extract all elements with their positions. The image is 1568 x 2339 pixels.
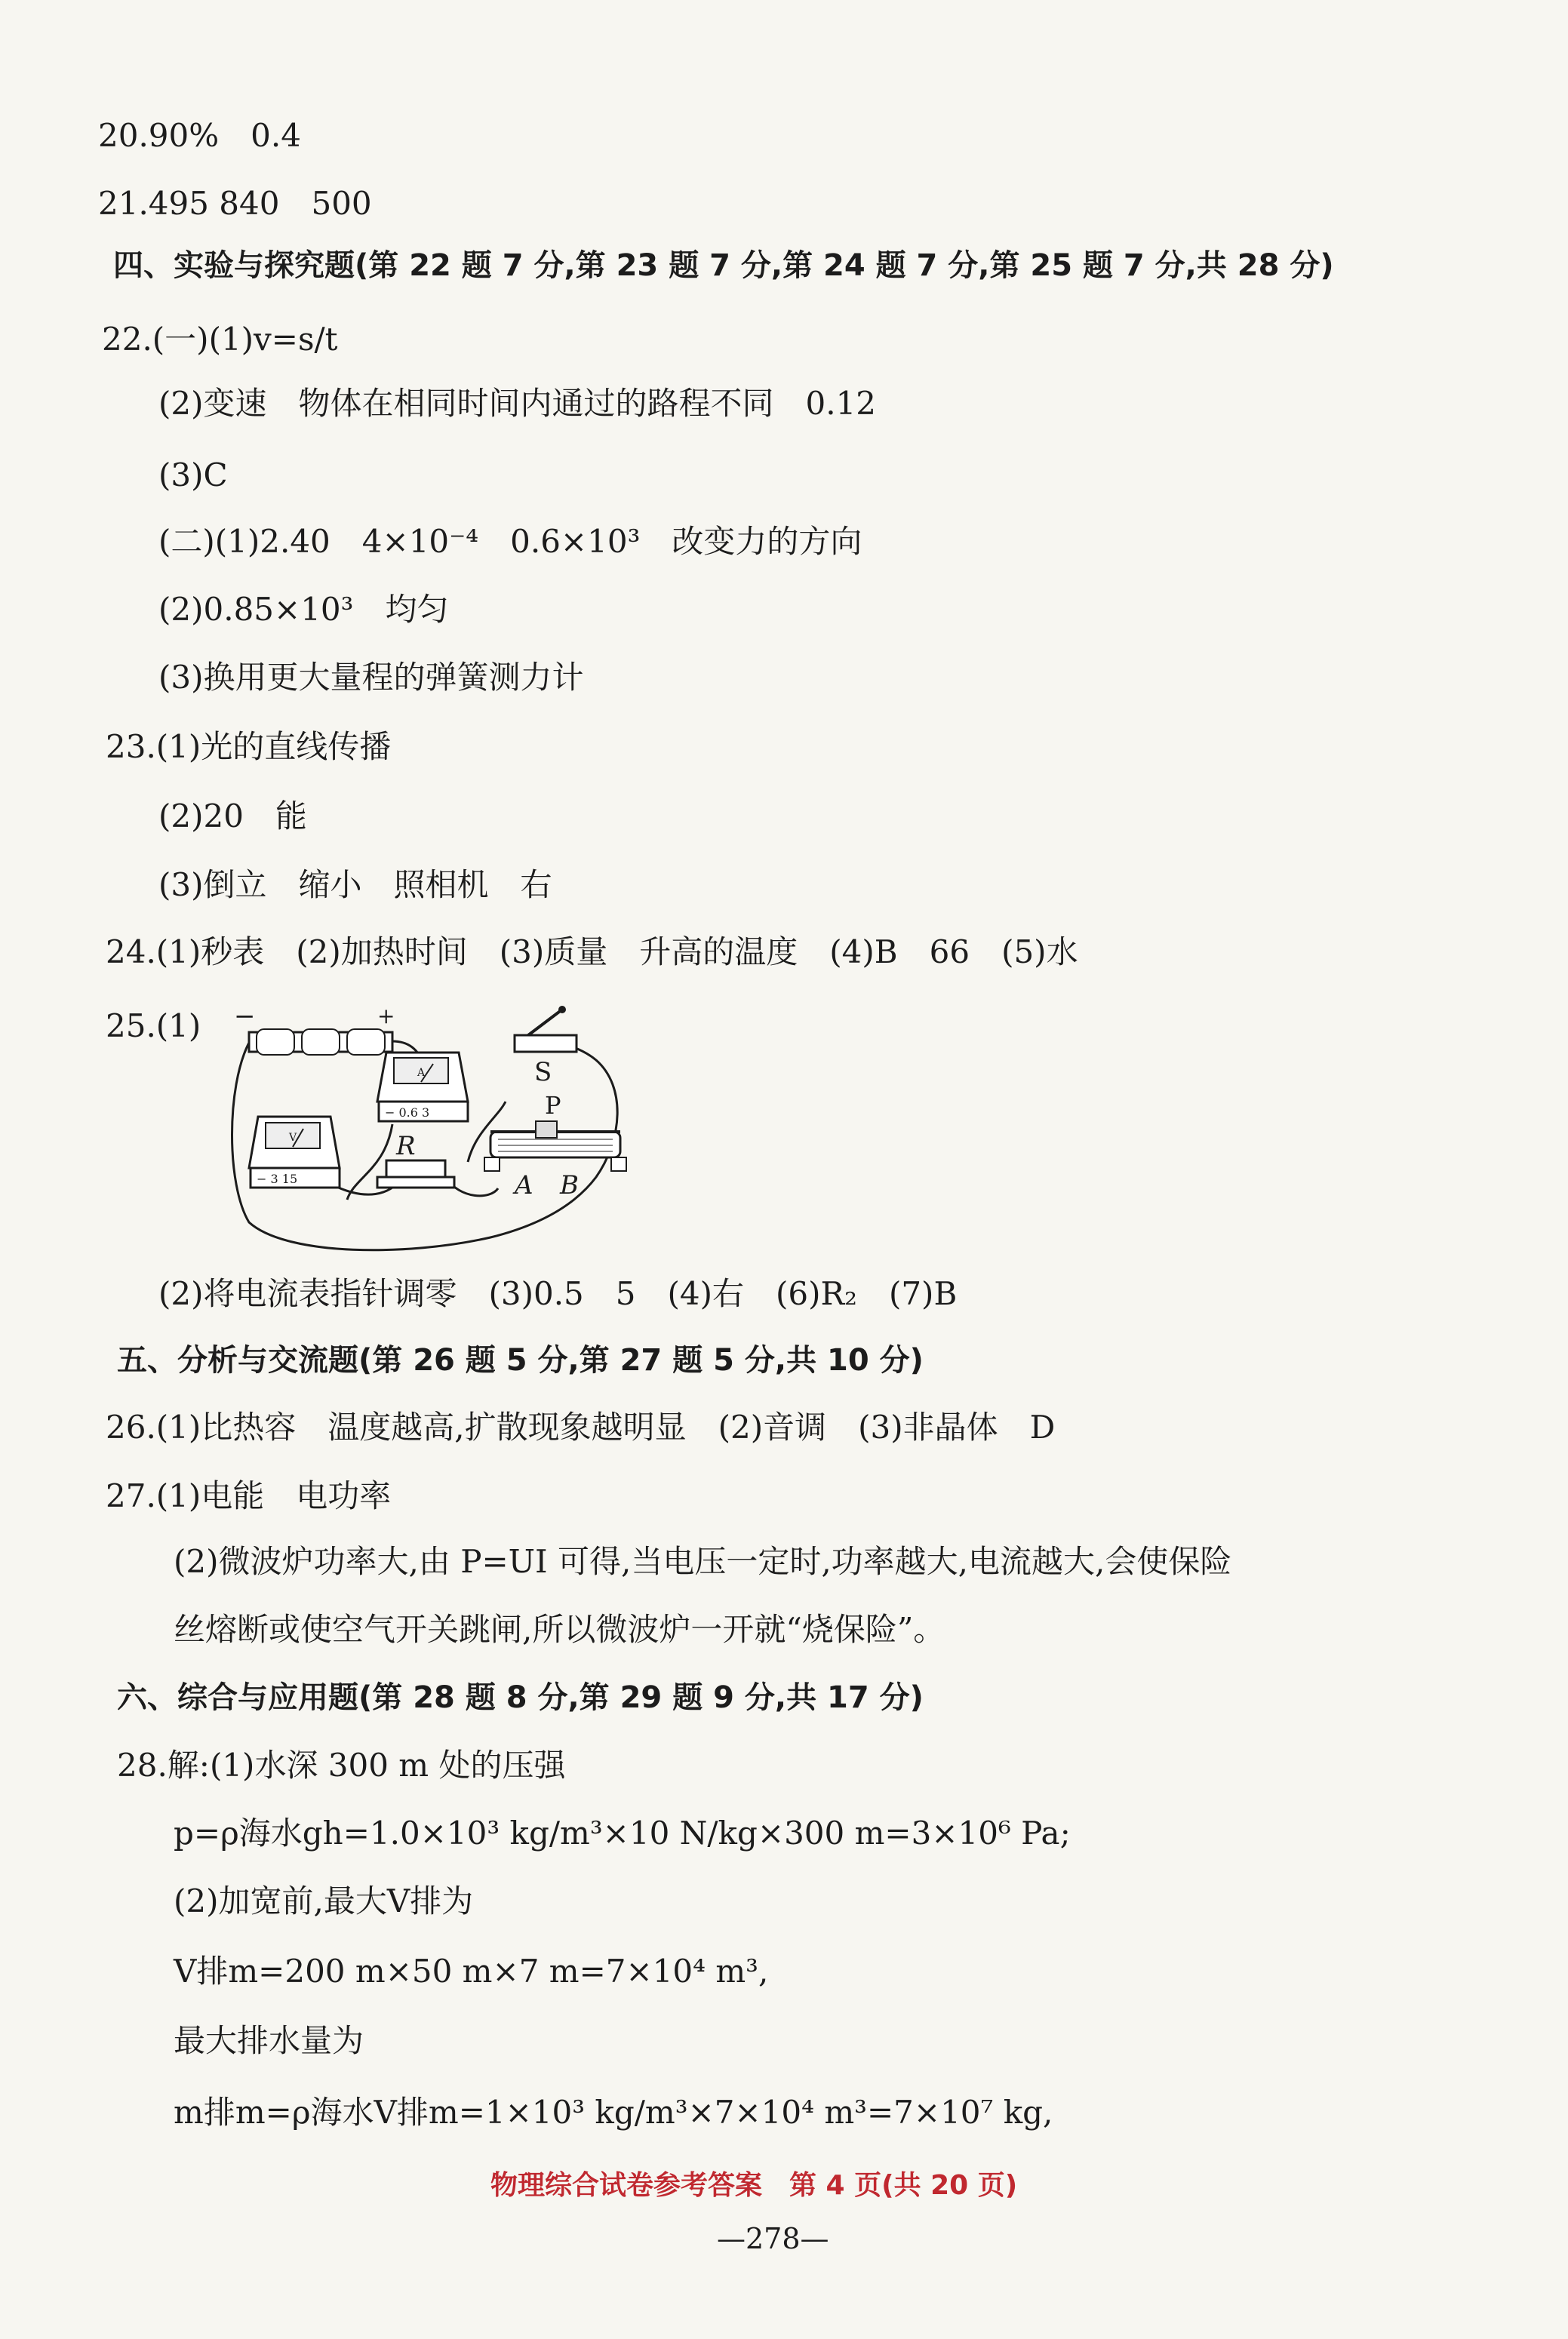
answer-20: 20.90% 0.4 [98, 117, 301, 154]
rheostat-slider-label: P [545, 1091, 561, 1120]
answer-28-3: (2)加宽前,最大V排为 [174, 1883, 474, 1919]
battery-minus-label: − [234, 1001, 256, 1031]
voltmeter-symbol: V [289, 1132, 297, 1144]
rheostat-terminal-a: A [515, 1170, 533, 1200]
section-5-heading: 五、分析与交流题(第 26 题 5 分,第 27 题 5 分,共 10 分) [117, 1343, 924, 1378]
answer-22-1: 22.(一)(1)v=s/t [102, 321, 338, 358]
answer-27-1: 27.(1)电能 电功率 [106, 1477, 392, 1514]
answer-22-2: (2)变速 物体在相同时间内通过的路程不同 0.12 [158, 385, 877, 422]
answer-28-5: 最大排水量为 [174, 2022, 364, 2059]
answer-28-6: m排m=ρ海水V排m=1×10³ kg/m³×7×10⁴ m³=7×10⁷ kg, [174, 2094, 1053, 2131]
resistor-label: R [396, 1131, 416, 1161]
rheostat-terminal-b: B [560, 1170, 579, 1200]
answer-23-1: 23.(1)光的直线传播 [106, 728, 392, 765]
page-footer: 物理综合试卷参考答案 第 4 页(共 20 页) [490, 2170, 1018, 2201]
resistor-icon [377, 1160, 454, 1188]
answer-22-6: (3)换用更大量程的弹簧测力计 [158, 659, 584, 696]
answer-24: 24.(1)秒表 (2)加热时间 (3)质量 升高的温度 (4)B 66 (5)水 [106, 933, 1078, 970]
battery-icon [249, 1029, 392, 1055]
answer-27-2: (2)微波炉功率大,由 P=UI 可得,当电压一定时,功率越大,电流越大,会使保险 [174, 1543, 1232, 1580]
ammeter-symbol: A [417, 1067, 426, 1079]
ammeter-terminals: − 0.6 3 [385, 1105, 430, 1120]
answer-22-4: (二)(1)2.40 4×10⁻⁴ 0.6×10³ 改变力的方向 [158, 523, 862, 560]
switch-label: S [534, 1057, 552, 1087]
answer-26: 26.(1)比热容 温度越高,扩散现象越明显 (2)音调 (3)非晶体 D [106, 1409, 1056, 1446]
answer-22-5: (2)0.85×10³ 均匀 [158, 591, 449, 628]
voltmeter-terminals: − 3 15 [257, 1172, 298, 1186]
answer-25-1: 25.(1) [106, 1007, 201, 1044]
section-6-heading: 六、综合与应用题(第 28 题 8 分,第 29 题 9 分,共 17 分) [117, 1680, 924, 1715]
answer-27-3: 丝熔断或使空气开关跳闸,所以微波炉一开就“烧保险”。 [174, 1611, 945, 1648]
page-number: —278— [717, 2222, 829, 2255]
answer-21: 21.495 840 500 [98, 185, 372, 222]
circuit-diagram [219, 996, 641, 1252]
answer-28-2: p=ρ海水gh=1.0×10³ kg/m³×10 N/kg×300 m=3×10⁶ Pa; [174, 1815, 1071, 1852]
section-4-heading: 四、实验与探究题(第 22 题 7 分,第 23 题 7 分,第 24 题 7 分,第 25 题 7 分,共 28 分) [113, 248, 1334, 283]
answer-25-2: (2)将电流表指针调零 (3)0.5 5 (4)右 (6)R₂ (7)B [158, 1275, 958, 1312]
switch-icon [515, 1006, 576, 1052]
answer-28-4: V排m=200 m×50 m×7 m=7×10⁴ m³, [174, 1953, 769, 1990]
answer-28-1: 28.解:(1)水深 300 m 处的压强 [117, 1747, 566, 1784]
battery-plus-label: + [377, 1004, 395, 1028]
answer-22-3: (3)C [158, 456, 228, 493]
answer-23-2: (2)20 能 [158, 798, 307, 834]
answer-23-3: (3)倒立 缩小 照相机 右 [158, 866, 552, 903]
